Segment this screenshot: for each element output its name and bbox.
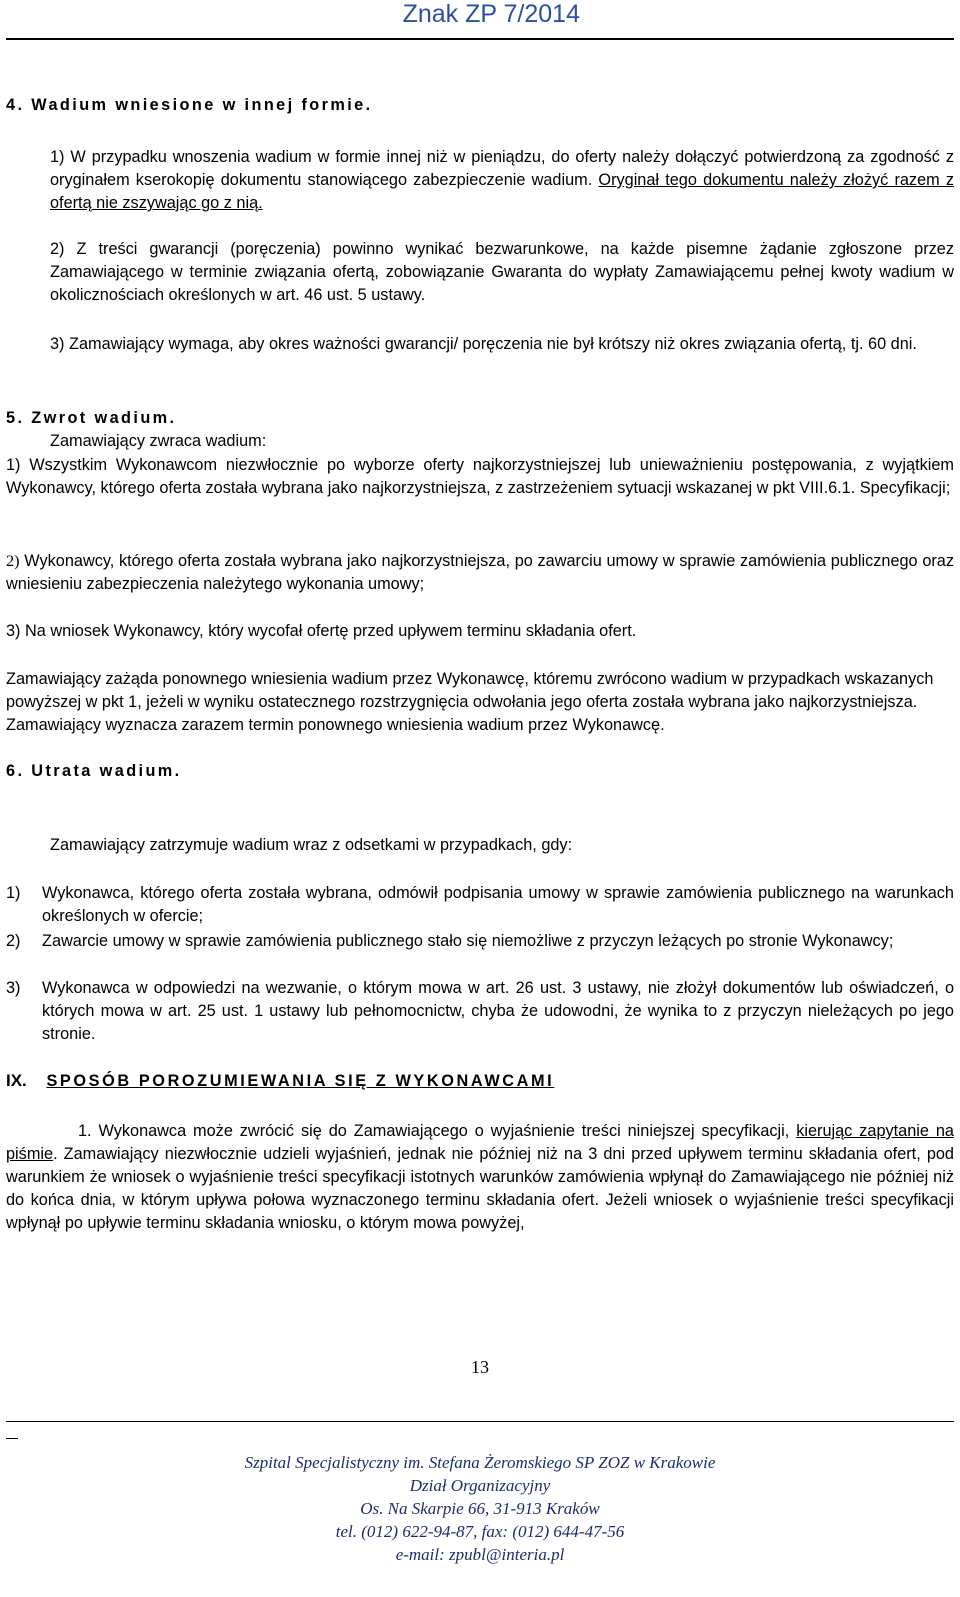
list-text: Wykonawca, którego oferta została wybrana, odmówił podpisania umowy w sprawie zamówienia publicznego na warunkach określonych w ofercie; <box>42 884 954 925</box>
section-5-paragraph-reinstatement: Zamawiający zażąda ponownego wniesienia wadium przez Wykonawcę, któremu zwrócono wadium w przypadkach wskazanych powyższej w pkt 1, jeżeli w wyniku ostatecznego rozstrzygnięcia odwołania jego oferta została wybrana jako najkorzystniejsza. Zamawiający wyznacza zarazem termin ponownego wniesienia wadium przez Wykonawcę. <box>6 670 934 734</box>
list-number: 3) <box>6 979 21 997</box>
footer-address: Os. Na Skarpie 66, 31-913 Kraków <box>360 1499 600 1518</box>
section-5-item-3: 3) Na wniosek Wykonawcy, który wycofał ofertę przed upływem terminu składania ofert. <box>6 622 637 640</box>
section-5-item-1: 1) Wszystkim Wykonawcom niezwłocznie po wyborze oferty najkorzystniejszej lub unieważnieniu postępowania, z wyjątkiem Wykonawcy, którego oferta została wybrana jako najkorzystniejsza, z zastrzeżeniem sytuacji wskazanej w pkt VIII.6.1. Specyfikacji; <box>6 456 954 497</box>
footer-department: Dział Organizacyjny <box>409 1476 551 1495</box>
list-number: 2) <box>6 932 21 950</box>
section-6-intro: Zamawiający zatrzymuje wadium wraz z odsetkami w przypadkach, gdy: <box>50 836 573 854</box>
section-6-list-item <box>6 882 954 928</box>
section-4-p1-underlined: Oryginał tego dokumentu należy złożyć razem z ofertą nie zszywając go z nią. <box>50 171 954 212</box>
section-5-item-2-number: 2) <box>6 551 20 570</box>
section-ix-p1-text: 1. Wykonawca może zwrócić się do Zamawiającego o wyjaśnienie treści niniejszej specyfikacji, <box>78 1122 797 1140</box>
section-6-list-item <box>6 930 954 953</box>
section-ix-heading <box>6 1071 954 1091</box>
document-reference-title: Znak ZP 7/2014 <box>402 0 580 28</box>
footer-divider-mark <box>6 1438 18 1439</box>
section-4-heading: 4. Wadium wniesione w innej formie. <box>6 96 373 114</box>
section-5-intro: Zamawiający zwraca wadium: <box>50 432 267 450</box>
page-number: 13 <box>471 1357 489 1377</box>
list-text: Zawarcie umowy w sprawie zamówienia publicznego stało się niemożliwe z przyczyn leżących po stronie Wykonawcy; <box>42 932 894 950</box>
section-4-paragraph-2: 2) Z treści gwarancji (poręczenia) powinno wynikać bezwarunkowe, na każde pisemne żądanie zgłoszone przez Zamawiającego w terminie związania ofertą, zobowiązanie Gwaranta do wypłaty Zamawiającemu pełnej kwoty wadium w okolicznościach określonych w art. 46 ust. 5 ustawy. <box>50 240 954 304</box>
footer-email: e-mail: zpubl@interia.pl <box>395 1545 565 1564</box>
section-4-paragraph-3: 3) Zamawiający wymaga, aby okres ważności gwarancji/ poręczenia nie był krótszy niż okres związania ofertą, tj. 60 dni. <box>50 335 917 353</box>
section-6-list-item <box>6 977 954 1046</box>
section-ix-p1-text-rest: . Zamawiający niezwłocznie udzieli wyjaśnień, jednak nie później niż na 3 dni przed upływem terminu składania ofert, pod warunkiem że wniosek o wyjaśnienie treści specyfikacji istotnych warunków zamówienia wpłynął do Zamawiającego nie później niż do końca dnia, w którym upływa połowa wyznaczonego terminu składania ofert. Jeżeli wniosek o wyjaśnienie treści specyfikacji wpłynął po upływie terminu składania wniosku, o którym mowa powyżej, <box>6 1145 954 1232</box>
section-ix-title: SPOSÓB POROZUMIEWANIA SIĘ Z WYKONAWCAMI <box>46 1072 555 1090</box>
section-6-heading: 6. Utrata wadium. <box>6 762 182 780</box>
section-ix-paragraph-1 <box>6 1120 954 1235</box>
section-5-heading: 5. Zwrot wadium. <box>6 409 177 427</box>
footer-institution: Szpital Specjalistyczny im. Stefana Żeromskiego SP ZOZ w Krakowie <box>244 1453 716 1472</box>
section-4-paragraph-1 <box>6 146 954 215</box>
list-text: Wykonawca w odpowiedzi na wezwanie, o którym mowa w art. 26 ust. 3 ustawy, nie złożył dokumentów lub oświadczeń, o których mowa w art. 25 ust. 1 ustawy lub pełnomocnictw, chyba że udowodni, że wynika to z przyczyn nieleżących po jego stronie. <box>42 979 954 1043</box>
section-ix-number: IX. <box>6 1071 27 1090</box>
footer-divider <box>6 1421 954 1422</box>
list-number: 1) <box>6 884 21 902</box>
header-divider <box>6 38 954 40</box>
section-4-p1-text: 1) W przypadku wnoszenia wadium w formie innej niż w pieniądzu, do oferty należy dołączyć potwierdzoną za zgodność z oryginałem kserokopię dokumentu stanowiącego zabezpieczenie wadium. <box>50 148 954 189</box>
section-5-item-2-text: Wykonawcy, którego oferta została wybrana jako najkorzystniejsza, po zawarciu umowy w sprawie zamówienia publicznego oraz wniesieniu zabezpieczenia należytego wykonania umowy; <box>6 552 954 593</box>
section-5-item-2 <box>6 549 954 596</box>
footer <box>0 1451 960 1566</box>
footer-phone: tel. (012) 622-94-87, fax: (012) 644-47-56 <box>335 1522 625 1541</box>
section-ix-p1-underlined: kierując zapytanie na piśmie <box>6 1122 954 1163</box>
